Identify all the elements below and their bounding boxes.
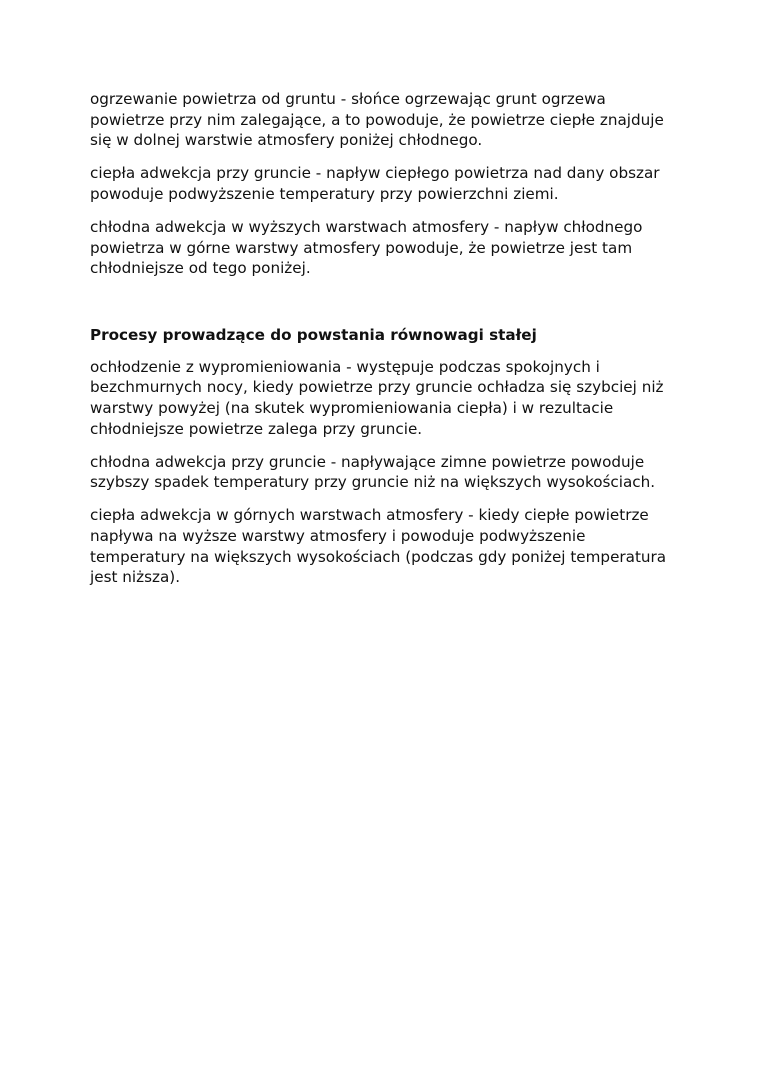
paragraph: ciepła adwekcja przy gruncie - napływ ciepłego powietrza nad dany obszar powoduje podwyższenie temperatury przy powierzchni ziemi.	[90, 164, 660, 203]
paragraph: chłodna adwekcja przy gruncie - napływające zimne powietrze powoduje szybszy spadek temperatury przy gruncie niż na większych wysokościach.	[90, 452, 656, 492]
paragraph: ciepła adwekcja w górnych warstwach atmosfery - kiedy ciepłe powietrze napływa na wyższe warstwy atmosfery i powoduje podwyższenie temperatury na większych wysokościach (podczas gdy poniżej temperatura jest niższa).	[90, 506, 667, 587]
paragraph: ochłodzenie z wypromieniowania - występuje podczas spokojnych i bezchmurnych nocy, kiedy powietrze przy gruncie ochładza się szybciej niż warstwy powyżej (na skutek wypromieniowania ciepła) i w rezultacie chłodniejsze powietrze zalega przy gruncie.	[90, 357, 664, 438]
section-heading: Procesy prowadzące do powstania równowagi stałej	[90, 325, 537, 344]
paragraph: chłodna adwekcja w wyższych warstwach atmosfery - napływ chłodnego powietrza w górne warstwy atmosfery powoduje, że powietrze jest tam chłodniejsze od tego poniżej.	[90, 217, 643, 278]
paragraph: ogrzewanie powietrza od gruntu - słońce ogrzewając grunt ogrzewa powietrze przy nim zalegające, a to powoduje, że powietrze ciepłe znajduje się w dolnej warstwie atmosfery poniżej chłodnego.	[90, 90, 664, 150]
document-body	[90, 89, 680, 600]
